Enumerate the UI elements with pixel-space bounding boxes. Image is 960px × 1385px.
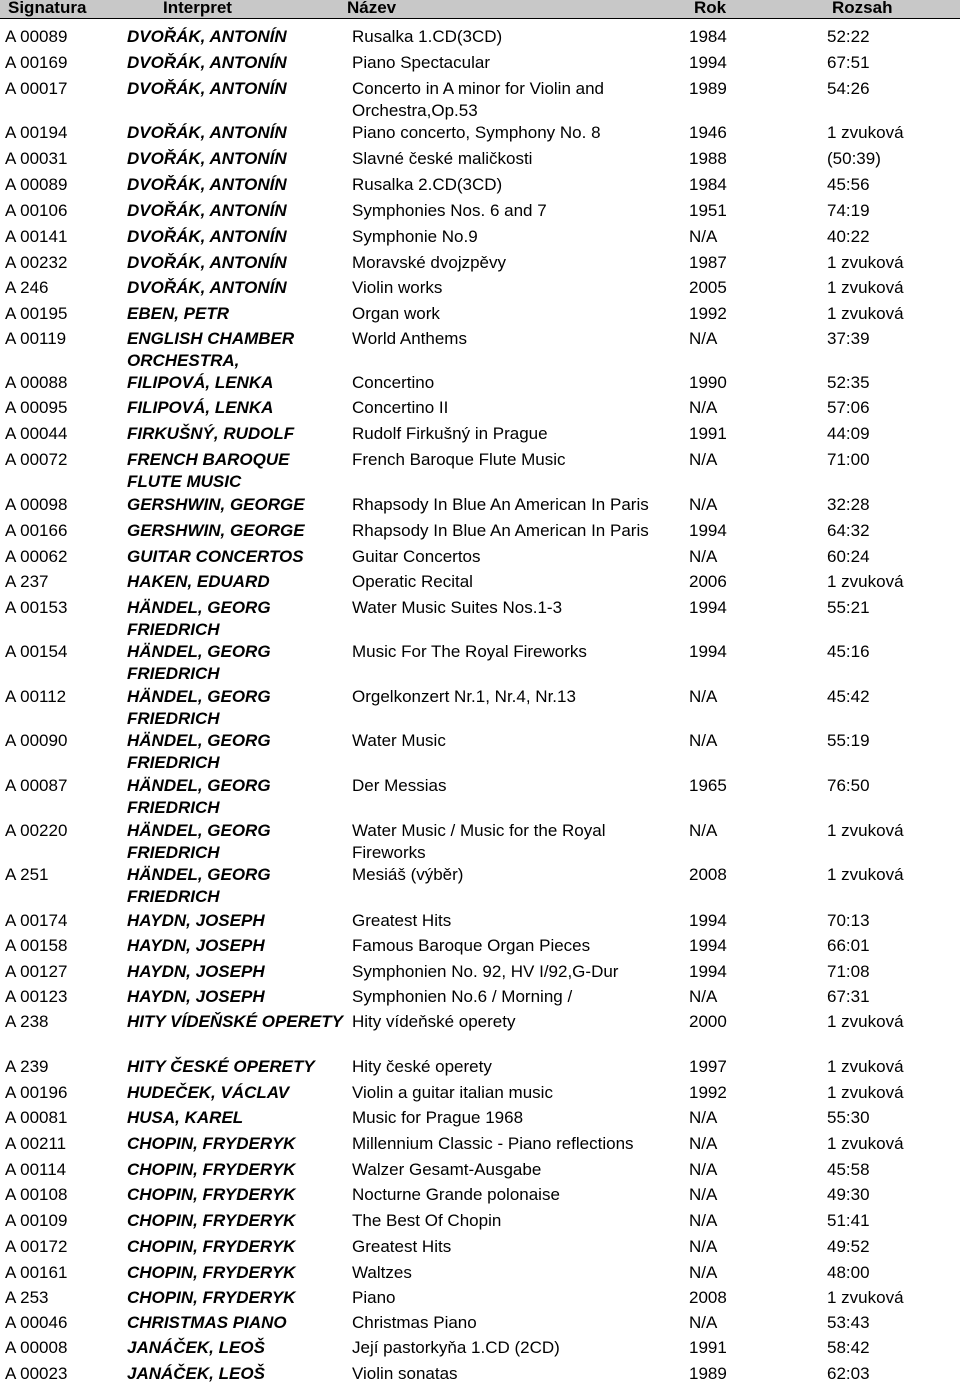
rozsah-cell: 1 zvuková bbox=[827, 304, 904, 323]
rok-cell: N/A bbox=[689, 987, 718, 1006]
signatura-cell: A 00232 bbox=[5, 253, 68, 272]
nazev-cell: Rusalka 2.CD(3CD) bbox=[352, 175, 503, 194]
nazev-cell: Piano concerto, Symphony No. 8 bbox=[352, 123, 601, 142]
rozsah-cell: 71:08 bbox=[827, 962, 870, 981]
rok-cell: N/A bbox=[689, 227, 718, 246]
interpret-cell: DVOŘÁK, ANTONÍN bbox=[127, 201, 287, 220]
rozsah-cell: 66:01 bbox=[827, 936, 870, 955]
nazev-cell: Hity vídeňské operety bbox=[352, 1012, 516, 1031]
signatura-cell: A 00194 bbox=[5, 123, 68, 142]
signatura-cell: A 00169 bbox=[5, 53, 68, 72]
nazev-cell: Nocturne Grande polonaise bbox=[352, 1185, 560, 1204]
interpret-cell: HAYDN, JOSEPH bbox=[127, 936, 265, 955]
signatura-cell: A 00098 bbox=[5, 495, 68, 514]
rozsah-cell: 53:43 bbox=[827, 1313, 870, 1332]
nazev-cell: Orgelkonzert Nr.1, Nr.4, Nr.13 bbox=[352, 687, 576, 706]
nazev-cell: Famous Baroque Organ Pieces bbox=[352, 936, 591, 955]
rozsah-cell: 45:56 bbox=[827, 175, 870, 194]
rok-cell: N/A bbox=[689, 1263, 718, 1282]
signatura-cell: A 239 bbox=[5, 1057, 49, 1076]
signatura-cell: A 00195 bbox=[5, 304, 68, 323]
rozsah-cell: 67:51 bbox=[827, 53, 870, 72]
signatura-cell: A 00196 bbox=[5, 1083, 68, 1102]
interpret-cell: DVOŘÁK, ANTONÍN bbox=[127, 253, 287, 272]
rozsah-cell: 67:31 bbox=[827, 987, 870, 1006]
nazev-cell: Symphonien No. 92, HV I/92,G-Dur bbox=[352, 962, 619, 981]
nazev-cell: Symphonie No.9 bbox=[352, 227, 478, 246]
interpret-cell: CHRISTMAS PIANO bbox=[127, 1313, 287, 1332]
interpret-cell: DVOŘÁK, ANTONÍN bbox=[127, 123, 287, 142]
interpret-cell: HÄNDEL, GEORG FRIEDRICH bbox=[127, 687, 271, 728]
rozsah-cell: 32:28 bbox=[827, 495, 870, 514]
signatura-cell: A 00108 bbox=[5, 1185, 68, 1204]
rok-cell: N/A bbox=[689, 1313, 718, 1332]
nazev-cell: Rhapsody In Blue An American In Paris bbox=[352, 495, 649, 514]
rozsah-cell: 51:41 bbox=[827, 1211, 870, 1230]
interpret-cell: HÄNDEL, GEORG FRIEDRICH bbox=[127, 642, 271, 683]
interpret-cell: HÄNDEL, GEORG FRIEDRICH bbox=[127, 821, 271, 862]
nazev-cell: Symphonien No.6 / Morning / bbox=[352, 987, 573, 1006]
rok-cell: 1994 bbox=[689, 642, 727, 661]
interpret-cell: DVOŘÁK, ANTONÍN bbox=[127, 175, 287, 194]
rok-cell: N/A bbox=[689, 1185, 718, 1204]
rok-cell: N/A bbox=[689, 1134, 718, 1153]
signatura-cell: A 00023 bbox=[5, 1364, 68, 1383]
rok-cell: N/A bbox=[689, 495, 718, 514]
rozsah-cell: 45:42 bbox=[827, 687, 870, 706]
signatura-cell: A 238 bbox=[5, 1012, 49, 1031]
signatura-cell: A 00161 bbox=[5, 1263, 68, 1282]
rozsah-cell: 1 zvuková bbox=[827, 123, 904, 142]
rozsah-cell: 37:39 bbox=[827, 329, 870, 348]
nazev-cell: Operatic Recital bbox=[352, 572, 473, 591]
signatura-cell: A 00062 bbox=[5, 547, 68, 566]
signatura-cell: A 00119 bbox=[5, 329, 67, 348]
rok-cell: N/A bbox=[689, 731, 718, 750]
interpret-cell: CHOPIN, FRYDERYK bbox=[127, 1237, 296, 1256]
nazev-cell: Concerto in A minor for Violin and Orchestra,Op.53 bbox=[352, 79, 604, 120]
rozsah-cell: 49:30 bbox=[827, 1185, 870, 1204]
rok-cell: 2000 bbox=[689, 1012, 727, 1031]
signatura-cell: A 00072 bbox=[5, 450, 68, 469]
nazev-cell: Moravské dvojzpěvy bbox=[352, 253, 507, 272]
interpret-cell: HAYDN, JOSEPH bbox=[127, 911, 265, 930]
rozsah-cell: 1 zvuková bbox=[827, 1083, 904, 1102]
signatura-cell: A 00112 bbox=[5, 687, 67, 706]
signatura-cell: A 251 bbox=[5, 865, 49, 884]
rok-cell: 2005 bbox=[689, 278, 727, 297]
interpret-cell: HÄNDEL, GEORG FRIEDRICH bbox=[127, 598, 271, 639]
rok-cell: N/A bbox=[689, 687, 718, 706]
rozsah-cell: 60:24 bbox=[827, 547, 870, 566]
nazev-cell: Violin works bbox=[352, 278, 443, 297]
interpret-cell: DVOŘÁK, ANTONÍN bbox=[127, 27, 287, 46]
signatura-cell: A 00106 bbox=[5, 201, 68, 220]
interpret-cell: HUDEČEK, VÁCLAV bbox=[127, 1083, 290, 1102]
rozsah-cell: 76:50 bbox=[827, 776, 870, 795]
signatura-cell: A 00158 bbox=[5, 936, 68, 955]
rozsah-cell: 54:26 bbox=[827, 79, 870, 98]
interpret-cell: DVOŘÁK, ANTONÍN bbox=[127, 79, 287, 98]
interpret-cell: FILIPOVÁ, LENKA bbox=[127, 373, 274, 392]
rok-cell: 1994 bbox=[689, 53, 727, 72]
nazev-cell: Její pastorkyňa 1.CD (2CD) bbox=[352, 1338, 560, 1357]
signatura-cell: A 00154 bbox=[5, 642, 68, 661]
rok-cell: 1990 bbox=[689, 373, 727, 392]
signatura-cell: A 00174 bbox=[5, 911, 68, 930]
rok-cell: 1994 bbox=[689, 521, 727, 540]
signatura-cell: A 00090 bbox=[5, 731, 68, 750]
rok-cell: N/A bbox=[689, 1160, 718, 1179]
signatura-cell: A 00153 bbox=[5, 598, 68, 617]
signatura-cell: A 00017 bbox=[5, 79, 68, 98]
rozsah-cell: 71:00 bbox=[827, 450, 870, 469]
interpret-cell: HÄNDEL, GEORG FRIEDRICH bbox=[127, 776, 271, 817]
rok-cell: 1984 bbox=[689, 175, 727, 194]
interpret-cell: HAYDN, JOSEPH bbox=[127, 962, 265, 981]
interpret-cell: DVOŘÁK, ANTONÍN bbox=[127, 278, 287, 297]
rozsah-cell: 74:19 bbox=[827, 201, 870, 220]
nazev-cell: World Anthems bbox=[352, 329, 467, 348]
nazev-cell: Der Messias bbox=[352, 776, 447, 795]
interpret-cell: DVOŘÁK, ANTONÍN bbox=[127, 149, 287, 168]
rok-cell: 2008 bbox=[689, 865, 727, 884]
rok-cell: N/A bbox=[689, 1211, 718, 1230]
signatura-cell: A 00044 bbox=[5, 424, 68, 443]
signatura-cell: A 00123 bbox=[5, 987, 68, 1006]
rozsah-cell: 1 zvuková bbox=[827, 1057, 904, 1076]
rok-cell: N/A bbox=[689, 547, 718, 566]
nazev-cell: Walzer Gesamt-Ausgabe bbox=[352, 1160, 542, 1179]
rozsah-cell: 55:30 bbox=[827, 1108, 870, 1127]
rozsah-cell: 70:13 bbox=[827, 911, 870, 930]
nazev-cell: Water Music / Music for the Royal Fireworks bbox=[352, 821, 606, 862]
interpret-cell: FILIPOVÁ, LENKA bbox=[127, 398, 274, 417]
nazev-cell: Guitar Concertos bbox=[352, 547, 481, 566]
interpret-cell: CHOPIN, FRYDERYK bbox=[127, 1160, 296, 1179]
interpret-cell: JANÁČEK, LEOŠ bbox=[127, 1338, 265, 1357]
interpret-cell: HAKEN, EDUARD bbox=[127, 572, 270, 591]
rok-cell: 1989 bbox=[689, 1364, 727, 1383]
rok-cell: N/A bbox=[689, 398, 718, 417]
column-header-rok[interactable]: Rok bbox=[694, 0, 727, 17]
rok-cell: 1984 bbox=[689, 27, 727, 46]
interpret-cell: HITY VÍDEŇSKÉ OPERETY bbox=[127, 1012, 344, 1031]
interpret-cell: CHOPIN, FRYDERYK bbox=[127, 1185, 296, 1204]
interpret-cell: HÄNDEL, GEORG FRIEDRICH bbox=[127, 731, 271, 772]
nazev-cell: Water Music Suites Nos.1-3 bbox=[352, 598, 563, 617]
rozsah-cell: 58:42 bbox=[827, 1338, 870, 1357]
rok-cell: 1946 bbox=[689, 123, 727, 142]
rok-cell: 2006 bbox=[689, 572, 727, 591]
rok-cell: 1994 bbox=[689, 598, 727, 617]
rok-cell: 1994 bbox=[689, 936, 727, 955]
nazev-cell: Violin sonatas bbox=[352, 1364, 458, 1383]
nazev-cell: Music For The Royal Fireworks bbox=[352, 642, 587, 661]
interpret-cell: HÄNDEL, GEORG FRIEDRICH bbox=[127, 865, 271, 906]
interpret-cell: GERSHWIN, GEORGE bbox=[127, 521, 305, 540]
nazev-cell: Water Music bbox=[352, 731, 446, 750]
nazev-cell: Waltzes bbox=[352, 1263, 412, 1282]
signatura-cell: A 00008 bbox=[5, 1338, 68, 1357]
nazev-cell: French Baroque Flute Music bbox=[352, 450, 566, 469]
signatura-cell: A 00166 bbox=[5, 521, 68, 540]
rozsah-cell: 55:19 bbox=[827, 731, 870, 750]
interpret-cell: CHOPIN, FRYDERYK bbox=[127, 1263, 296, 1282]
nazev-cell: Rhapsody In Blue An American In Paris bbox=[352, 521, 649, 540]
nazev-cell: Rudolf Firkušný in Prague bbox=[352, 424, 548, 443]
rok-cell: 1991 bbox=[689, 424, 727, 443]
rok-cell: N/A bbox=[689, 450, 718, 469]
rok-cell: N/A bbox=[689, 1108, 718, 1127]
rok-cell: 1994 bbox=[689, 911, 727, 930]
rok-cell: N/A bbox=[689, 1237, 718, 1256]
rok-cell: 1988 bbox=[689, 149, 727, 168]
rozsah-cell: 1 zvuková bbox=[827, 278, 904, 297]
interpret-cell: FRENCH BAROQUE FLUTE MUSIC bbox=[127, 450, 290, 491]
column-header-interpret[interactable]: Interpret bbox=[163, 0, 232, 17]
rozsah-cell: 52:35 bbox=[827, 373, 870, 392]
nazev-cell: Music for Prague 1968 bbox=[352, 1108, 524, 1127]
rok-cell: N/A bbox=[689, 821, 718, 840]
interpret-cell: CHOPIN, FRYDERYK bbox=[127, 1288, 296, 1307]
rok-cell: 1989 bbox=[689, 79, 727, 98]
rok-cell: 1992 bbox=[689, 304, 727, 323]
nazev-cell: Hity české operety bbox=[352, 1057, 492, 1076]
interpret-cell: CHOPIN, FRYDERYK bbox=[127, 1134, 296, 1153]
nazev-cell: Millennium Classic - Piano reflections bbox=[352, 1134, 634, 1153]
rozsah-cell: 1 zvuková bbox=[827, 1134, 904, 1153]
rozsah-cell: 45:16 bbox=[827, 642, 870, 661]
signatura-cell: A 00089 bbox=[5, 27, 68, 46]
rozsah-cell: 1 zvuková bbox=[827, 865, 904, 884]
signatura-cell: A 00127 bbox=[5, 962, 68, 981]
nazev-cell: Piano bbox=[352, 1288, 396, 1307]
signatura-cell: A 00087 bbox=[5, 776, 68, 795]
nazev-cell: Piano Spectacular bbox=[352, 53, 490, 72]
rozsah-cell: 1 zvuková bbox=[827, 1288, 904, 1307]
interpret-cell: DVOŘÁK, ANTONÍN bbox=[127, 227, 287, 246]
signatura-cell: A 00141 bbox=[5, 227, 68, 246]
rozsah-cell: 52:22 bbox=[827, 27, 870, 46]
nazev-cell: The Best Of Chopin bbox=[352, 1211, 502, 1230]
signatura-cell: A 00172 bbox=[5, 1237, 68, 1256]
rozsah-cell: 1 zvuková bbox=[827, 572, 904, 591]
nazev-cell: Greatest Hits bbox=[352, 1237, 452, 1256]
interpret-cell: GUITAR CONCERTOS bbox=[127, 547, 304, 566]
interpret-cell: EBEN, PETR bbox=[127, 304, 230, 323]
rozsah-cell: 1 zvuková bbox=[827, 253, 904, 272]
rozsah-cell: 1 zvuková bbox=[827, 1012, 904, 1031]
nazev-cell: Symphonies Nos. 6 and 7 bbox=[352, 201, 547, 220]
rok-cell: 1987 bbox=[689, 253, 727, 272]
rok-cell: 1965 bbox=[689, 776, 727, 795]
interpret-cell: ENGLISH CHAMBER ORCHESTRA, bbox=[127, 329, 295, 370]
interpret-cell: JANÁČEK, LEOŠ bbox=[127, 1364, 265, 1383]
signatura-cell: A 00109 bbox=[5, 1211, 68, 1230]
rozsah-cell: 55:21 bbox=[827, 598, 870, 617]
rozsah-cell: 57:06 bbox=[827, 398, 870, 417]
rok-cell: 1951 bbox=[689, 201, 727, 220]
signatura-cell: A 00089 bbox=[5, 175, 68, 194]
signatura-cell: A 237 bbox=[5, 572, 49, 591]
interpret-cell: GERSHWIN, GEORGE bbox=[127, 495, 305, 514]
interpret-cell: CHOPIN, FRYDERYK bbox=[127, 1211, 296, 1230]
nazev-cell: Concertino II bbox=[352, 398, 449, 417]
nazev-cell: Organ work bbox=[352, 304, 440, 323]
rozsah-cell: (50:39) bbox=[827, 149, 881, 168]
signatura-cell: A 00211 bbox=[5, 1134, 67, 1153]
interpret-cell: HUSA, KAREL bbox=[127, 1108, 244, 1127]
rok-cell: 1992 bbox=[689, 1083, 727, 1102]
signatura-cell: A 253 bbox=[5, 1288, 49, 1307]
signatura-cell: A 246 bbox=[5, 278, 49, 297]
nazev-cell: Concertino bbox=[352, 373, 435, 392]
rok-cell: 1997 bbox=[689, 1057, 727, 1076]
rok-cell: 1994 bbox=[689, 962, 727, 981]
column-header-rozsah[interactable]: Rozsah bbox=[832, 0, 893, 17]
rozsah-cell: 45:58 bbox=[827, 1160, 870, 1179]
interpret-cell: HAYDN, JOSEPH bbox=[127, 987, 265, 1006]
signatura-cell: A 00095 bbox=[5, 398, 68, 417]
signatura-cell: A 00114 bbox=[5, 1160, 67, 1179]
rozsah-cell: 49:52 bbox=[827, 1237, 870, 1256]
signatura-cell: A 00220 bbox=[5, 821, 68, 840]
interpret-cell: FIRKUŠNÝ, RUDOLF bbox=[127, 424, 295, 443]
column-header-signatura[interactable]: Signatura bbox=[8, 0, 87, 17]
nazev-cell: Greatest Hits bbox=[352, 911, 452, 930]
nazev-cell: Mesiáš (výběr) bbox=[352, 865, 464, 884]
rozsah-cell: 48:00 bbox=[827, 1263, 870, 1282]
signatura-cell: A 00081 bbox=[5, 1108, 68, 1127]
signatura-cell: A 00046 bbox=[5, 1313, 68, 1332]
nazev-cell: Christmas Piano bbox=[352, 1313, 477, 1332]
nazev-cell: Rusalka 1.CD(3CD) bbox=[352, 27, 503, 46]
nazev-cell: Slavné české maličkosti bbox=[352, 149, 533, 168]
interpret-cell: HITY ČESKÉ OPERETY bbox=[127, 1057, 315, 1076]
rozsah-cell: 62:03 bbox=[827, 1364, 870, 1383]
rozsah-cell: 1 zvuková bbox=[827, 821, 904, 840]
rok-cell: N/A bbox=[689, 329, 718, 348]
rozsah-cell: 64:32 bbox=[827, 521, 870, 540]
column-header-nazev[interactable]: Název bbox=[347, 0, 397, 17]
signatura-cell: A 00031 bbox=[5, 149, 68, 168]
rozsah-cell: 40:22 bbox=[827, 227, 870, 246]
nazev-cell: Violin a guitar italian music bbox=[352, 1083, 553, 1102]
interpret-cell: DVOŘÁK, ANTONÍN bbox=[127, 53, 287, 72]
rozsah-cell: 44:09 bbox=[827, 424, 870, 443]
signatura-cell: A 00088 bbox=[5, 373, 68, 392]
rok-cell: 1991 bbox=[689, 1338, 727, 1357]
rok-cell: 2008 bbox=[689, 1288, 727, 1307]
